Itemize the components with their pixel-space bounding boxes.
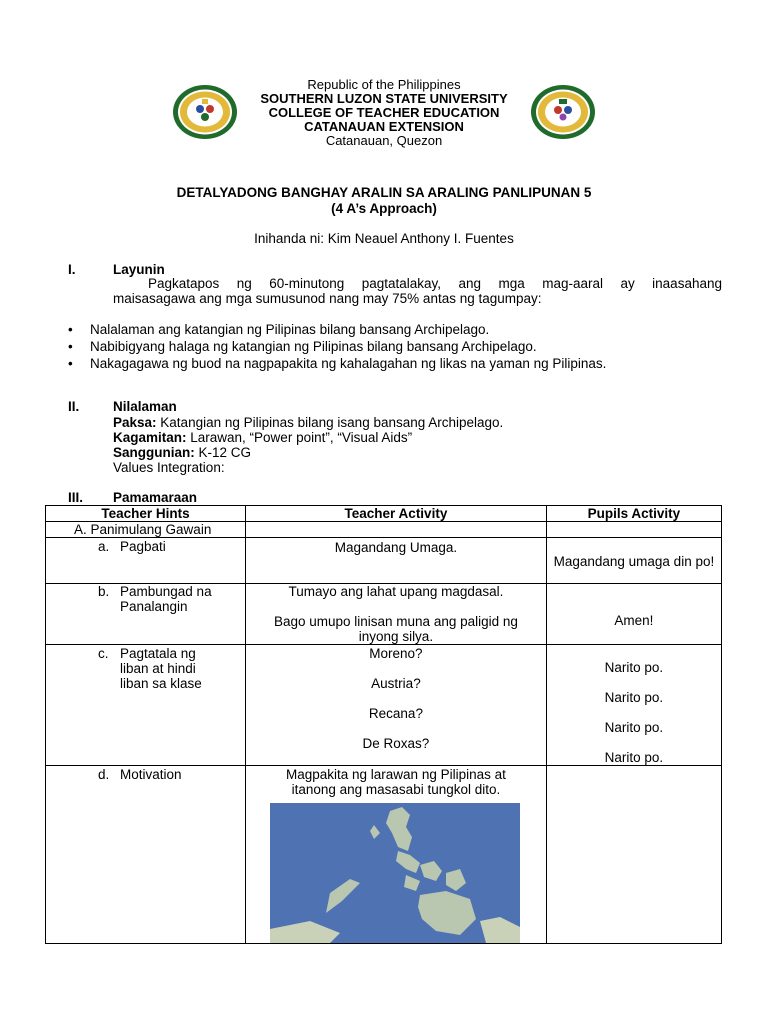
teacher-activity-text: Magandang Umaga. <box>334 540 458 555</box>
teacher-activity-text: Austria? <box>371 676 421 691</box>
hint-text <box>120 646 202 691</box>
philippines-map-image <box>270 803 520 943</box>
sanggunian-line <box>113 445 251 460</box>
table-row <box>46 538 722 584</box>
hint-text-line: Pambungad na <box>120 584 212 599</box>
document-subtitle: (4 A’s Approach) <box>331 201 437 216</box>
objective-item: • Nabibigyang halaga ng katangian ng Pilipinas bilang bansang Archipelago. <box>68 338 606 355</box>
teacher-activity-cell <box>246 766 547 944</box>
section-a-label: A. Panimulang Gawain <box>46 522 246 538</box>
header-republic: Republic of the Philippines <box>307 77 461 92</box>
teacher-activity-cell <box>246 645 547 766</box>
pupil-activity-text: Magandang umaga din po! <box>553 554 715 569</box>
section1-numeral: I. <box>68 262 76 277</box>
hint-letter: c. <box>98 646 109 661</box>
objectives-list <box>68 321 606 372</box>
teacher-activity-cell <box>246 538 547 584</box>
hint-letter: a. <box>98 539 110 554</box>
hint-text-line: Pagtatala ng <box>120 646 196 661</box>
sanggunian-label: Sanggunian: <box>113 445 195 460</box>
sanggunian-value: K-12 CG <box>194 445 252 460</box>
teacher-activity-text: Moreno? <box>369 646 423 661</box>
hint-letter: d. <box>98 767 110 782</box>
hint-cell <box>46 584 246 645</box>
hint-text-line: Panalangin <box>120 599 188 614</box>
hint-cell <box>46 766 246 944</box>
pupil-activity-text: Amen! <box>614 613 654 628</box>
table-row <box>46 766 722 944</box>
pupil-activity-cell <box>546 538 721 584</box>
section2-numeral: II. <box>68 399 80 414</box>
paksa-label: Paksa: <box>113 415 157 430</box>
table-row <box>46 522 722 538</box>
section3-numeral: III. <box>68 490 84 505</box>
teacher-activity-cell <box>246 584 547 645</box>
kagamitan-line <box>113 430 412 445</box>
header-university: SOUTHERN LUZON STATE UNIVERSITY <box>260 91 508 106</box>
section1-heading: Layunin <box>113 262 165 277</box>
teacher-activity-text: Recana? <box>368 706 423 721</box>
pupil-activity-cell <box>546 766 721 944</box>
hint-text-line: liban sa klase <box>120 676 202 691</box>
header-extension: CATANAUAN EXTENSION <box>304 119 464 134</box>
hint-text: Pagbati <box>120 539 166 554</box>
hint-cell <box>46 645 246 766</box>
hint-letter: b. <box>98 584 110 599</box>
section2-heading: Nilalaman <box>113 399 177 414</box>
table-header-row <box>46 506 722 522</box>
paksa-line <box>113 415 503 430</box>
document-title: DETALYADONG BANGHAY ARALIN SA ARALING PANLIPUNAN 5 <box>176 185 592 200</box>
table-row <box>46 645 722 766</box>
teacher-activity-text: Bago umupo linisan muna ang paligid ng inyong silya. <box>273 614 518 644</box>
col-header-teacher-activity: Teacher Activity <box>246 506 547 522</box>
pupil-activity-cell <box>546 645 721 766</box>
empty-cell <box>246 522 547 538</box>
objective-item: • Nakagagawa ng buod na nagpapakita ng kahalagahan ng likas na yaman ng Pilipinas. <box>68 355 606 372</box>
pupil-activity-text: Narito po. <box>604 750 664 765</box>
empty-cell <box>546 522 721 538</box>
col-header-teacher-hints: Teacher Hints <box>46 506 246 522</box>
values-integration: Values Integration: <box>113 460 225 475</box>
pupil-activity-text: Narito po. <box>604 720 664 735</box>
kagamitan-value: Larawan, “Power point”, “Visual Aids” <box>186 430 413 445</box>
kagamitan-label: Kagamitan: <box>113 430 187 445</box>
col-header-pupils-activity: Pupils Activity <box>546 506 721 522</box>
objective-item: • Nalalaman ang katangian ng Pilipinas bilang bansang Archipelago. <box>68 321 606 338</box>
pupil-activity-text: Narito po. <box>604 660 664 675</box>
lesson-plan-table <box>45 505 722 944</box>
header-college: COLLEGE OF TEACHER EDUCATION <box>268 105 500 120</box>
pupil-activity-text: Narito po. <box>604 690 664 705</box>
hint-text-line: liban at hindi <box>120 661 196 676</box>
paksa-value: Katangian ng Pilipinas bilang isang bansang Archipelago. <box>156 415 504 430</box>
hint-cell <box>46 538 246 584</box>
teacher-activity-text: Tumayo ang lahat upang magdasal. <box>288 584 504 599</box>
section3-heading: Pamamaraan <box>113 490 198 505</box>
table-row <box>46 584 722 645</box>
prepared-by: Inihanda ni: Kim Neauel Anthony I. Fuentes <box>254 231 514 246</box>
hint-text: Motivation <box>120 767 182 782</box>
pupil-activity-cell <box>546 584 721 645</box>
header-location: Catanauan, Quezon <box>325 133 443 148</box>
teacher-activity-text: Magpakita ng larawan ng Pilipinas at itanong ang masasabi tungkol dito. <box>285 767 506 797</box>
section1-intro-line2: maisasagawa ang mga sumusunod nang may 75% antas ng tagumpay: <box>113 291 542 306</box>
teacher-activity-text: De Roxas? <box>362 736 430 751</box>
hint-text <box>120 584 212 614</box>
section1-intro-line1: Pagkatapos ng 60-minutong pagtatalakay, ang mga mag-aaral ay inaasahang <box>148 276 722 291</box>
